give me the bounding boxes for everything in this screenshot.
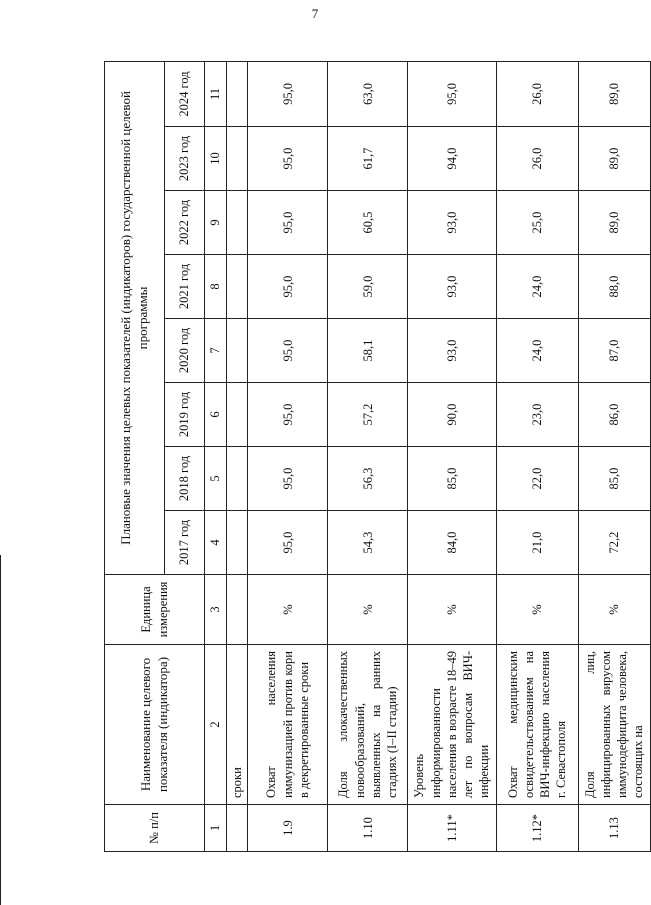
- table-cell: [227, 805, 248, 852]
- value-cell: 90,0: [408, 383, 496, 447]
- header-year: 2023 год: [165, 127, 205, 191]
- value-cell: 60,5: [328, 191, 408, 255]
- table-cell: [227, 319, 248, 383]
- header-name: Наименование целевого показателя (индикатора): [105, 645, 205, 805]
- table-row: [578, 61, 650, 851]
- table-row: [328, 61, 408, 851]
- column-number: 9: [205, 191, 227, 255]
- column-number: 2: [205, 645, 227, 805]
- value-cell: 26,0: [496, 127, 578, 191]
- value-cell: 21,0: [496, 511, 578, 575]
- header-num: № п/п: [105, 805, 205, 852]
- row-number: 1.10: [328, 805, 408, 852]
- continuation-row: [227, 61, 248, 851]
- column-number: 6: [205, 383, 227, 447]
- value-cell: 88,0: [578, 255, 650, 319]
- column-numbers-row: [205, 61, 227, 851]
- header-row-group: [105, 61, 165, 851]
- value-cell: 95,0: [248, 61, 328, 126]
- value-cell: 93,0: [408, 319, 496, 383]
- value-cell: 85,0: [408, 447, 496, 511]
- unit-cell: %: [408, 575, 496, 645]
- value-cell: 95,0: [248, 127, 328, 191]
- table-cell: [227, 511, 248, 575]
- header-year: 2017 год: [165, 511, 205, 575]
- row-number: 1.11*: [408, 805, 496, 852]
- column-number: 10: [205, 127, 227, 191]
- table-row: [408, 61, 496, 851]
- table-cell: [227, 575, 248, 645]
- value-cell: 87,0: [578, 319, 650, 383]
- indicator-name: Охват медицинским освидетельствованием на ВИЧ-инфекцию населения г. Севастополя: [496, 645, 578, 805]
- value-cell: 63,0: [328, 61, 408, 126]
- indicator-name: Уровень информированности населения в возрасте 18–49 лет по вопросам ВИЧ-инфекции: [408, 645, 496, 805]
- header-year: 2019 год: [165, 383, 205, 447]
- row-number: 1.13: [578, 805, 650, 852]
- value-cell: 85,0: [578, 447, 650, 511]
- value-cell: 24,0: [496, 319, 578, 383]
- value-cell: 22,0: [496, 447, 578, 511]
- value-cell: 24,0: [496, 255, 578, 319]
- header-unit: Единица измерения: [105, 575, 205, 645]
- value-cell: 95,0: [248, 383, 328, 447]
- column-number: 4: [205, 511, 227, 575]
- header-year: 2021 год: [165, 255, 205, 319]
- value-cell: 61,7: [328, 127, 408, 191]
- table-row: [248, 61, 328, 851]
- indicator-name: Охват населения иммунизацией против кори в декретированные сроки: [248, 645, 328, 805]
- unit-cell: %: [328, 575, 408, 645]
- value-cell: 59,0: [328, 255, 408, 319]
- table-cell: [227, 383, 248, 447]
- row-number: 1.9: [248, 805, 328, 852]
- unit-cell: %: [578, 575, 650, 645]
- value-cell: 54,3: [328, 511, 408, 575]
- table-row: [496, 61, 578, 851]
- indicators-table: [104, 61, 651, 852]
- value-cell: 23,0: [496, 383, 578, 447]
- table-cell: [227, 255, 248, 319]
- value-cell: 95,0: [248, 255, 328, 319]
- rotated-table-wrapper: [104, 62, 646, 852]
- header-year: 2022 год: [165, 191, 205, 255]
- value-cell: 95,0: [248, 447, 328, 511]
- header-group-title: Плановые значения целевых показателей (индикаторов) государственной целевой программы: [105, 61, 165, 574]
- unit-cell: %: [248, 575, 328, 645]
- column-number: 5: [205, 447, 227, 511]
- header-year: 2024 год: [165, 61, 205, 126]
- value-cell: 89,0: [578, 191, 650, 255]
- indicator-name: Доля злокачественных новообразований, выявленных на ранних стадиях (I–II стадии): [328, 645, 408, 805]
- indicator-name: Доля лиц, инфицированных вирусом иммунодефицита человека, состоящих на: [578, 645, 650, 805]
- value-cell: 57,2: [328, 383, 408, 447]
- value-cell: 95,0: [248, 511, 328, 575]
- value-cell: 95,0: [248, 319, 328, 383]
- value-cell: 94,0: [408, 127, 496, 191]
- table-cell: [227, 191, 248, 255]
- continuation-text: сроки: [227, 645, 248, 805]
- value-cell: 95,0: [408, 61, 496, 126]
- row-number: 1.12*: [496, 805, 578, 852]
- page-number: 7: [311, 6, 319, 21]
- value-cell: 25,0: [496, 191, 578, 255]
- unit-cell: %: [496, 575, 578, 645]
- column-number: 11: [205, 61, 227, 126]
- value-cell: 89,0: [578, 61, 650, 126]
- value-cell: 86,0: [578, 383, 650, 447]
- scan-edge-line: [0, 555, 1, 905]
- header-year: 2020 год: [165, 319, 205, 383]
- value-cell: 56,3: [328, 447, 408, 511]
- column-number: 8: [205, 255, 227, 319]
- value-cell: 84,0: [408, 511, 496, 575]
- value-cell: 72,2: [578, 511, 650, 575]
- value-cell: 93,0: [408, 191, 496, 255]
- value-cell: 93,0: [408, 255, 496, 319]
- column-number: 1: [205, 805, 227, 852]
- value-cell: 89,0: [578, 127, 650, 191]
- table-cell: [227, 447, 248, 511]
- table-cell: [227, 61, 248, 126]
- value-cell: 58,1: [328, 319, 408, 383]
- value-cell: 95,0: [248, 191, 328, 255]
- column-number: 7: [205, 319, 227, 383]
- header-year: 2018 год: [165, 447, 205, 511]
- column-number: 3: [205, 575, 227, 645]
- table-cell: [227, 127, 248, 191]
- value-cell: 26,0: [496, 61, 578, 126]
